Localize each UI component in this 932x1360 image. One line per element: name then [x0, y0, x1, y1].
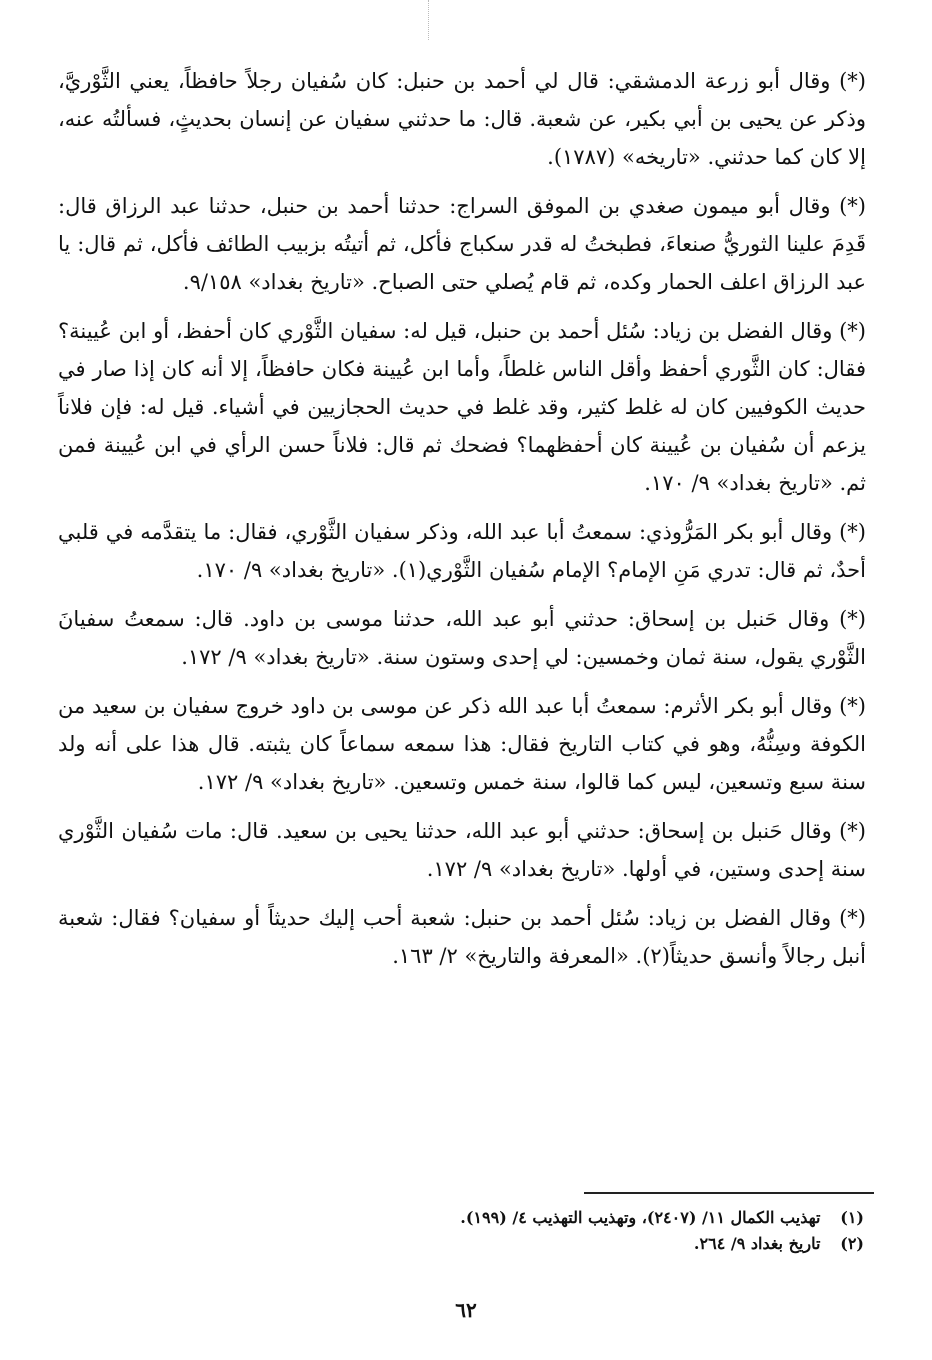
paragraph-marrudhi: (*) وقال أبو بكر المَرُّوذي: سمعتُ أبا عبد الله، وذكر سفيان الثَّوْري، فقال: ما يتقدَّمه في قلبي أحدٌ، ثم قال: تدري مَنِ الإمام؟ الإمام سُفيان الثَّوْري(١). «تاريخ بغداد» ٩/ ١٧٠. — [58, 520, 866, 582]
footnotes — [104, 1205, 864, 1257]
footnote-text: تاريخ بغداد ٩/ ٢٦٤. — [693, 1234, 821, 1253]
page-number: ٦٢ — [455, 1298, 477, 1322]
paragraph-abu-zura: (*) وقال أبو زرعة الدمشقي: قال لي أحمد بن حنبل: كان سُفيان رجلاً حافظاً، يعني الثَّوْريَّ، وذكر عن يحيى بن أبي بكير، عن شعبة. قال: ما حدثني سفيان عن إنسان بحديثٍ، فسألتُه عنه، إلا كان كما حدثني. «تاريخه» (١٧٨٧). — [58, 69, 866, 169]
footnote-text: تهذيب الكمال ١١/ (٢٤٠٧)، وتهذيب التهذيب ٤/ (١٩٩). — [460, 1208, 821, 1227]
paragraph-athram: (*) وقال أبو بكر الأثرم: سمعتُ أبا عبد الله ذكر عن موسى بن داود خروج سفيان بن سعيد من الكوفة وسِنُّهُ، وهو في كتاب التاريخ فقال: هذا سمعه سماعاً كان يثبته. قال هذا على أنه ولد سنة سبع وتسعين، ليس كما قالوا، سنة خمس وتسعين. «تاريخ بغداد» ٩/ ١٧٢. — [58, 694, 866, 794]
paragraph-fadl-ibn-ziyad-2: (*) وقال الفضل بن زياد: سُئل أحمد بن حنبل: شعبة أحب إليك حديثاً أو سفيان؟ فقال: شعبة أنبل رجالاً وأنسق حديثاً(٢). «المعرفة والتاريخ» ٢/ ١٦٣. — [58, 906, 866, 968]
footnote-1 — [104, 1205, 864, 1231]
footnote-number: (٢) — [840, 1234, 864, 1253]
footnote-2 — [104, 1231, 864, 1257]
footnote-divider — [584, 1192, 874, 1194]
paragraph-fadl-ibn-ziyad-1: (*) وقال الفضل بن زياد: سُئل أحمد بن حنبل، قيل له: سفيان الثَّوْري كان أحفظ، أو ابن عُيينة؟ فقال: كان الثَّوري أحفظ وأقل الناس غلطاً، وأما ابن عُيينة فكان حافظاً، إلا أنه كان إذا صار في حديث الكوفيين كان له غلط كثير، وقد غلط في حديث الحجازيين في أشياء. قيل له: فإن فلاناً يزعم أن سُفيان بن عُيينة كان أحفظهما؟ فضحك ثم قال: فلاناً حسن الرأي في ابن عُيينة فمن ثم. «تاريخ بغداد» ٩/ ١٧٠. — [58, 319, 866, 495]
paragraph-hanbal-1: (*) وقال حَنبل بن إسحاق: حدثني أبو عبد الله، حدثنا موسى بن داود. قال: سمعتُ سفيانَ الثَّوْري يقول، سنة ثمان وخمسين: لي إحدى وستون سنة. «تاريخ بغداد» ٩/ ١٧٢. — [58, 607, 867, 669]
paragraph-abu-maymun: (*) وقال أبو ميمون صغدي بن الموفق السراج: حدثنا أحمد بن حنبل، حدثنا عبد الرزاق قال: قَدِمَ علينا الثوريُّ صنعاءَ، فطبختُ له قدر سكباج فأكل، ثم أتيتُه بزبيب الطائف فأكل، ثم قال: يا عبد الرزاق اعلف الحمار وكده، ثم قام يُصلي حتى الصباح. «تاريخ بغداد» ٩/١٥٨. — [58, 194, 866, 294]
footnote-number: (١) — [840, 1208, 864, 1227]
page-body — [58, 62, 866, 986]
scan-mark-top — [428, 0, 430, 40]
paragraph-hanbal-2: (*) وقال حَنبل بن إسحاق: حدثني أبو عبد الله، حدثنا يحيى بن سعيد. قال: مات سُفيان الثَّوْري سنة إحدى وستين، في أولها. «تاريخ بغداد» ٩/ ١٧٢. — [58, 819, 866, 881]
